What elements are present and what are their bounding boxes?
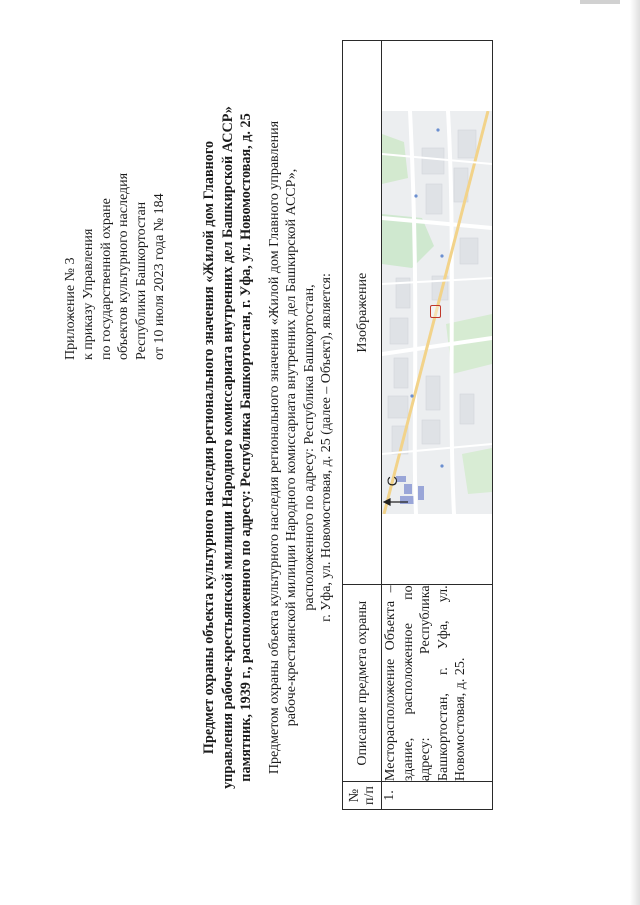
title-line: памятник, 1939 г., расположенного по адресу: Республика Башкортостан, г. Уфа, ул. Новомостовая, д. 25 [238, 113, 255, 782]
title-line: Предмет охраны объекта культурного наследия регионального значения «Жилой дом Главного [201, 140, 217, 755]
header-number-line1: № [347, 788, 362, 803]
north-label: С [384, 476, 400, 487]
intro-line: рабоче-крестьянской милиции Народного комиссариата внутренних дел Башкирской АССР», [284, 168, 300, 727]
intro-line: г. Уфа, ул. Новомостовая, д. 25 (далее – Объект), является: [319, 273, 335, 622]
protection-subject-table [342, 40, 493, 810]
object-location-marker [430, 305, 441, 318]
appendix-line: объектов культурного наследия [116, 172, 132, 360]
appendix-line: Приложение № 3 [63, 257, 78, 360]
appendix-line: от 10 июля 2023 года № 184 [151, 193, 167, 360]
intro-paragraph [266, 30, 336, 865]
header-number [343, 782, 382, 810]
location-map-image [382, 111, 492, 514]
row-description: Месторасположение Объекта – здание, расположенное по адресу: Республика Башкортостан, г. Уфа, ул. Новомостовая, д. 25. [382, 585, 493, 782]
table-header-row [343, 41, 382, 810]
title-line: управления рабоче-крестьянской милиции Народного комиссариата внутренних дел Башкирской АССР» [219, 106, 236, 789]
intro-line: расположенного по адресу: Республика Башкортостан, [301, 284, 317, 611]
appendix-line: Республики Башкортостан [134, 201, 150, 360]
table-row [382, 41, 493, 810]
appendix-block [62, 173, 169, 360]
row-image-cell [382, 41, 493, 585]
document-title [200, 30, 256, 865]
appendix-line: по государственной охране [98, 198, 114, 360]
header-description: Описание предмета охраны [343, 585, 382, 782]
intro-line: Предметом охраны объекта культурного наследия регионального значения «Жилой дом Главного управления [267, 120, 282, 775]
header-image: Изображение [343, 41, 382, 585]
appendix-line: к приказу Управления [80, 228, 96, 360]
row-number: 1. [382, 782, 493, 810]
header-number-line2: п/п [362, 786, 377, 805]
